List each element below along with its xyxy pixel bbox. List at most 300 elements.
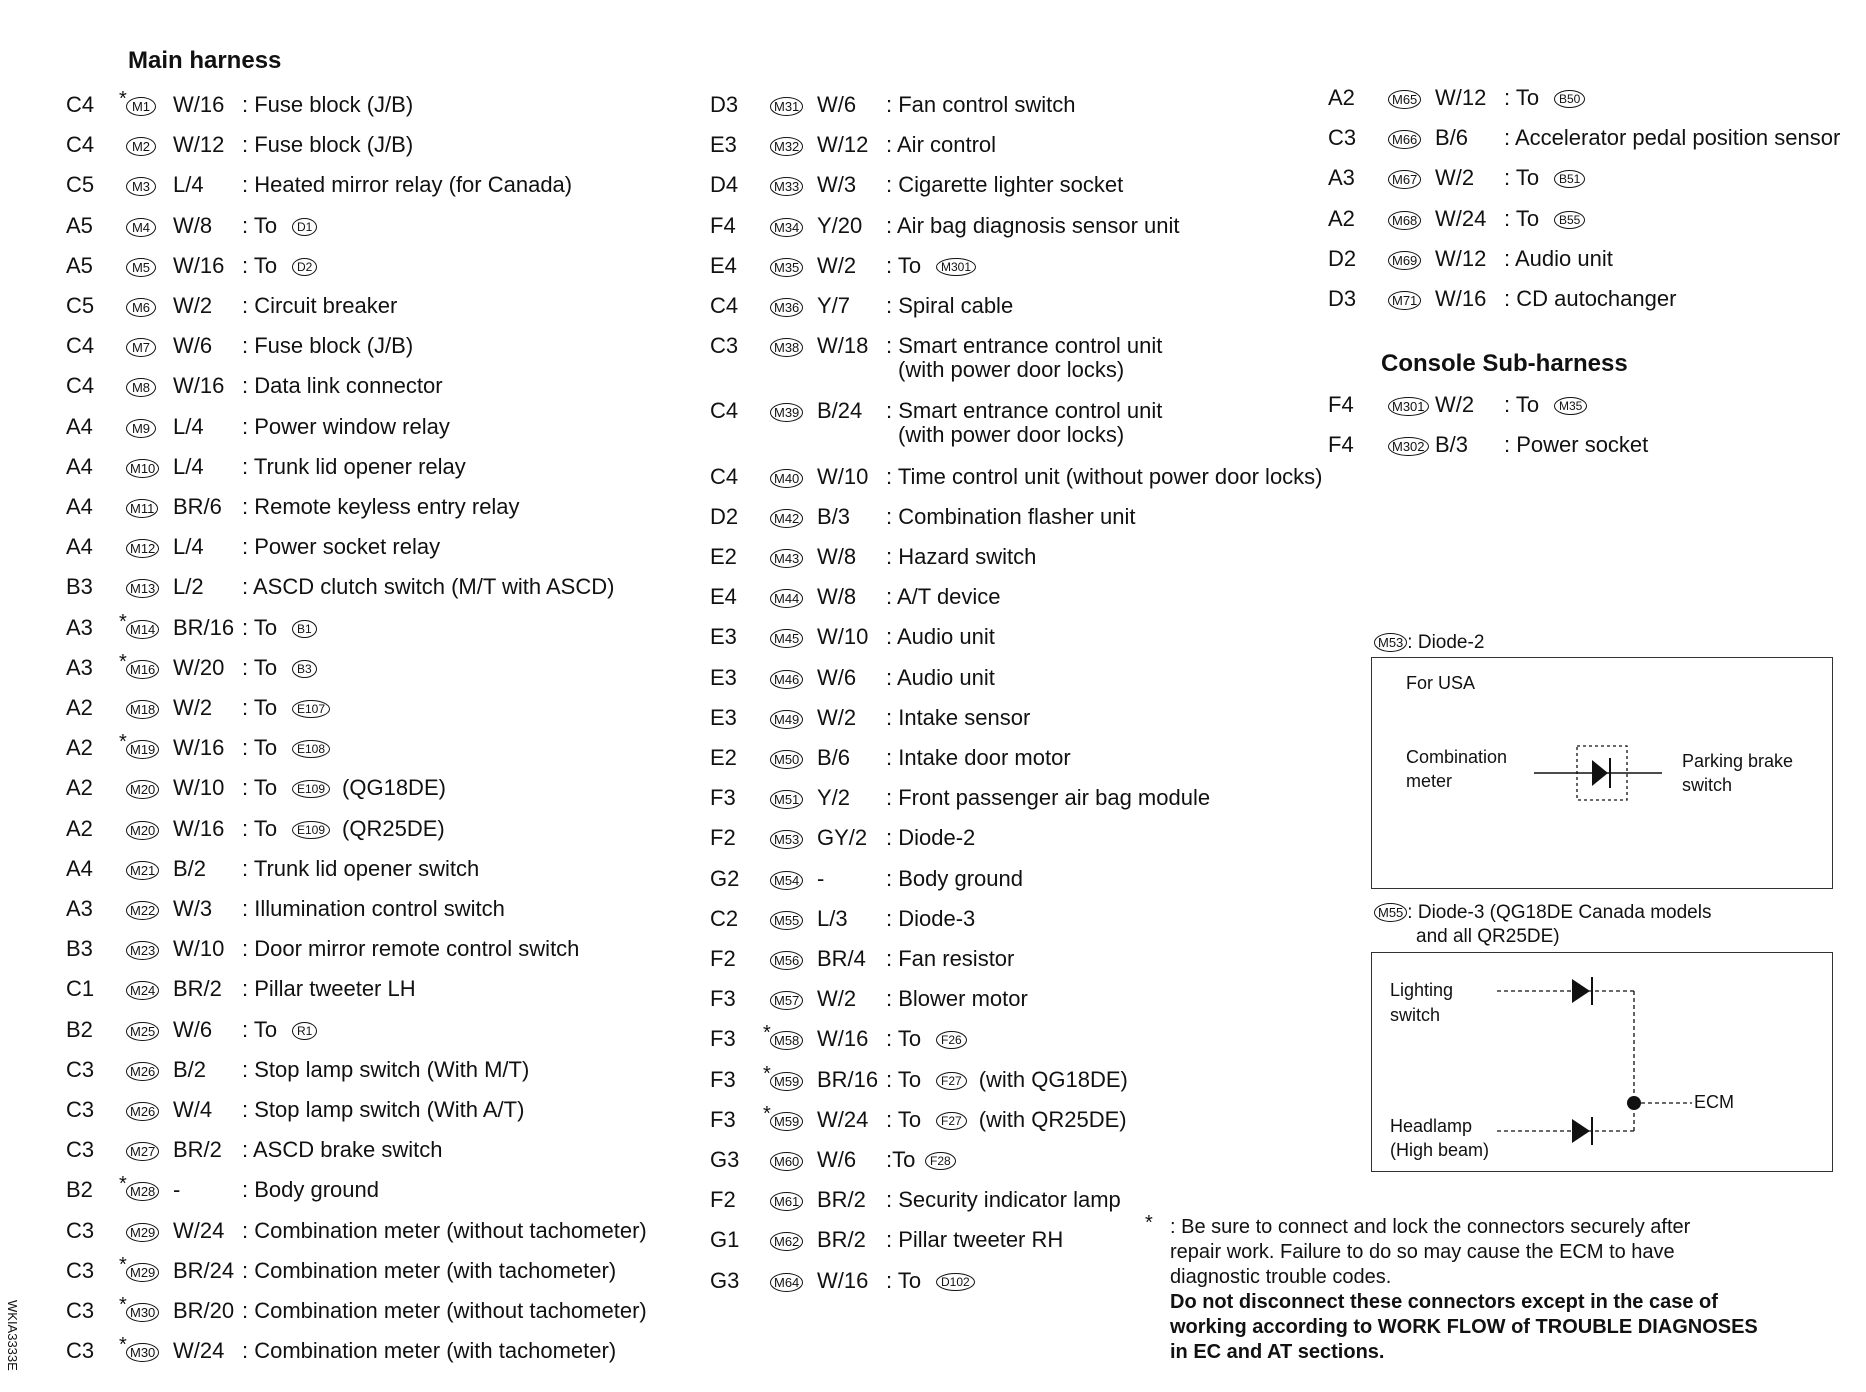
- connector-number-badge: M11: [126, 499, 158, 518]
- grid-location: G3: [710, 1267, 740, 1293]
- grid-location: F3: [710, 1106, 736, 1132]
- mating-connector-badge: R1: [292, 1022, 317, 1040]
- connector-description: : Blower motor: [886, 986, 1028, 1012]
- connector-number-badge: M23: [126, 941, 159, 960]
- connector-description: : Audio unit: [1504, 245, 1613, 271]
- wire-spec: L/4: [173, 172, 204, 198]
- mating-connector-badge: D1: [292, 218, 317, 236]
- connector-number-badge: M62: [770, 1232, 803, 1251]
- grid-location: A5: [66, 212, 93, 238]
- connector-description: : Time control unit (without power door locks): [886, 463, 1323, 489]
- grid-location: F4: [710, 212, 736, 238]
- connector-number-badge: M20: [126, 821, 159, 840]
- connector-number-badge: M44: [770, 589, 803, 608]
- wire-spec: W/4: [173, 1097, 213, 1122]
- grid-location: C4: [66, 92, 95, 117]
- connector-description: : Trunk lid opener switch: [242, 855, 480, 881]
- grid-location: E2: [710, 544, 737, 569]
- grid-location: A4: [66, 453, 93, 479]
- connector-number-badge: M24: [126, 981, 159, 1000]
- wire-spec: W/16: [173, 815, 225, 841]
- wire-spec: W/12: [817, 132, 869, 158]
- connector-number-badge: M13: [126, 579, 159, 598]
- grid-location: C3: [66, 1137, 95, 1163]
- diode2-connector-badge: M53: [1374, 633, 1407, 652]
- connector-description: : Stop lamp switch (With A/T): [242, 1097, 525, 1122]
- important-marker: *: [119, 88, 127, 110]
- wire-spec: W/10: [817, 624, 869, 650]
- wire-spec: L/4: [173, 413, 204, 439]
- connector-number-badge: M21: [126, 861, 159, 880]
- grid-location: C4: [66, 333, 95, 359]
- important-marker: *: [119, 1294, 127, 1316]
- grid-location: G3: [710, 1147, 740, 1172]
- connector-description: : Remote keyless entry relay: [242, 494, 520, 519]
- connector-number-badge: M26: [126, 1102, 159, 1121]
- connector-number-badge: M19: [126, 740, 159, 759]
- connector-number-badge: M2: [126, 137, 156, 156]
- connector-number-badge: M5: [126, 258, 156, 277]
- wire-spec: -: [173, 1177, 181, 1203]
- connector-description: : To: [242, 614, 278, 640]
- grid-location: F4: [1328, 432, 1354, 458]
- grid-location: F2: [710, 825, 736, 851]
- connector-number-badge: M35: [770, 258, 803, 277]
- wire-spec: B/6: [1435, 125, 1469, 151]
- wire-spec: W/20: [173, 654, 225, 680]
- figure-code: WKIA3333E: [5, 1300, 20, 1371]
- connector-description: : Hazard switch: [886, 544, 1037, 569]
- wire-spec: W/24: [1435, 205, 1487, 231]
- connector-number-badge: M30: [126, 1343, 159, 1362]
- connector-description: : Diode-2: [886, 825, 976, 851]
- grid-location: A3: [66, 896, 93, 921]
- connector-description-line-2: (with power door locks): [898, 357, 1125, 383]
- connector-description: : Door mirror remote control switch: [242, 936, 580, 962]
- wire-spec: GY/2: [817, 825, 868, 851]
- connector-description: : Combination meter (without tachometer): [242, 1298, 647, 1323]
- connector-description: : Body ground: [242, 1177, 379, 1203]
- grid-location: E3: [710, 704, 737, 730]
- grid-location: A4: [66, 413, 93, 439]
- connector-number-badge: M59: [770, 1112, 803, 1131]
- grid-location: C3: [66, 1257, 95, 1283]
- grid-location: C4: [66, 373, 95, 399]
- grid-location: F2: [710, 946, 736, 971]
- connector-description: : Power socket relay: [242, 534, 441, 560]
- mating-connector-badge: B55: [1554, 211, 1585, 229]
- grid-location: A2: [66, 815, 93, 841]
- important-marker: *: [763, 1062, 771, 1085]
- wire-spec: -: [817, 865, 825, 891]
- connector-description: : Pillar tweeter LH: [242, 976, 416, 1002]
- note-line-3: diagnostic trouble codes.: [1170, 1266, 1392, 1288]
- diode2-right-2: switch: [1682, 775, 1733, 795]
- grid-location: A2: [66, 695, 93, 720]
- diode3-output: ECM: [1694, 1092, 1734, 1112]
- connector-description: : Combination meter (without tachometer): [242, 1217, 647, 1243]
- important-marker: *: [119, 610, 127, 633]
- connector-number-badge: M65: [1388, 90, 1421, 109]
- mating-connector-badge: E108: [292, 740, 330, 758]
- connector-number-badge: M66: [1388, 130, 1421, 149]
- connector-description: : Heated mirror relay (for Canada): [242, 172, 573, 198]
- connector-description-line-2: (with power door locks): [898, 422, 1125, 448]
- grid-location: E4: [710, 252, 737, 278]
- grid-location: C3: [66, 1298, 95, 1323]
- grid-location: A5: [66, 252, 93, 278]
- diode3-title-1: : Diode-3 (QG18DE Canada models: [1407, 902, 1712, 923]
- mating-connector-badge: E107: [292, 700, 330, 718]
- connector-description: : To: [242, 695, 278, 720]
- grid-location: C3: [66, 1217, 95, 1243]
- diode3-connector-badge: M55: [1374, 903, 1407, 922]
- wire-spec: W/16: [1435, 286, 1487, 311]
- grid-location: D2: [1328, 245, 1357, 271]
- grid-location: F3: [710, 1026, 736, 1052]
- wire-spec: W/6: [817, 92, 857, 117]
- wire-spec: W/2: [817, 252, 857, 278]
- connector-number-badge: M55: [770, 911, 803, 930]
- connector-description: : Audio unit: [886, 624, 995, 650]
- connector-number-badge: M67: [1388, 170, 1421, 189]
- connector-number-badge: M302: [1388, 437, 1429, 456]
- important-marker: *: [119, 650, 127, 673]
- connector-number-badge: M4: [126, 218, 156, 237]
- connector-description: : Audio unit: [886, 664, 995, 690]
- mating-connector-badge: M301: [936, 258, 976, 276]
- wire-spec: L/4: [173, 453, 204, 479]
- wire-spec: B/2: [173, 1056, 207, 1082]
- connector-number-badge: M22: [126, 901, 159, 920]
- connector-description: : Intake sensor: [886, 704, 1031, 730]
- wire-spec: W/16: [817, 1267, 869, 1293]
- connector-number-badge: M31: [770, 97, 803, 116]
- grid-location: A2: [66, 735, 93, 761]
- connector-description: : Smart entrance control unit: [886, 333, 1163, 359]
- grid-location: D4: [710, 172, 739, 198]
- grid-location: C2: [710, 905, 739, 931]
- connector-number-badge: M34: [770, 218, 803, 237]
- wire-spec: W/2: [817, 704, 857, 730]
- grid-location: B3: [66, 574, 93, 600]
- connector-description: : Body ground: [886, 865, 1023, 891]
- connector-number-badge: M20: [126, 780, 159, 799]
- diode2-caption: [1374, 631, 1484, 654]
- connector-number-badge: M39: [770, 403, 803, 422]
- wire-spec: BR/2: [173, 976, 222, 1002]
- connector-description: : To: [1504, 85, 1540, 110]
- connector-number-badge: M61: [770, 1192, 803, 1211]
- grid-location: A2: [66, 775, 93, 801]
- mating-connector-badge: F27: [936, 1112, 967, 1130]
- diode2-right-1: Parking brake: [1682, 751, 1794, 771]
- wire-spec: W/10: [173, 936, 225, 962]
- grid-location: A2: [1328, 85, 1355, 110]
- grid-location: D3: [1328, 286, 1357, 311]
- connector-number-badge: M50: [770, 750, 803, 769]
- connector-description: : Trunk lid opener relay: [242, 453, 466, 479]
- mating-connector-badge: B3: [292, 660, 317, 678]
- wire-spec: BR/2: [817, 1227, 866, 1253]
- connector-description: : Intake door motor: [886, 745, 1071, 770]
- grid-location: G2: [710, 865, 740, 891]
- grid-location: E2: [710, 745, 737, 770]
- connector-description: : To: [886, 1106, 922, 1132]
- grid-location: G1: [710, 1227, 740, 1253]
- connector-description: : Diode-3: [886, 905, 976, 931]
- connector-description: : Fuse block (J/B): [242, 132, 414, 158]
- wire-spec: B/24: [817, 398, 863, 424]
- connector-description: : To: [886, 1026, 922, 1052]
- connector-description: : CD autochanger: [1504, 286, 1677, 311]
- connector-number-badge: M28: [126, 1182, 159, 1201]
- connector-number-badge: M32: [770, 137, 803, 156]
- connector-description: :To: [886, 1147, 916, 1172]
- grid-location: C3: [66, 1056, 95, 1082]
- wire-spec: W/24: [173, 1217, 225, 1243]
- connector-number-badge: M57: [770, 991, 803, 1010]
- connector-number-badge: M27: [126, 1142, 159, 1161]
- connector-number-badge: M26: [126, 1062, 159, 1081]
- wire-spec: W/8: [817, 544, 857, 569]
- connector-description: : To: [886, 1066, 922, 1092]
- wire-spec: W/16: [173, 735, 225, 761]
- wire-spec: Y/2: [817, 785, 851, 811]
- diode3-input2-b: (High beam): [1390, 1140, 1490, 1160]
- wire-spec: L/3: [817, 905, 848, 931]
- diode2-symbol: [1372, 658, 1832, 888]
- grid-location: B2: [66, 1016, 93, 1042]
- important-marker: *: [119, 1253, 127, 1276]
- wire-spec: W/12: [1435, 85, 1487, 110]
- mating-connector-badge: F28: [925, 1152, 956, 1170]
- wire-spec: B/6: [817, 745, 851, 770]
- wire-spec: BR/4: [817, 946, 866, 971]
- grid-location: C4: [710, 463, 739, 489]
- wire-spec: W/6: [817, 664, 857, 690]
- connector-description: : Fan control switch: [886, 92, 1076, 117]
- connector-number-badge: M33: [770, 177, 803, 196]
- important-marker: *: [763, 1022, 771, 1045]
- diode2-region: For USA: [1406, 673, 1476, 693]
- connector-description: : ASCD clutch switch (M/T with ASCD): [242, 574, 615, 600]
- connector-number-badge: M16: [126, 660, 159, 679]
- connector-number-badge: M3: [126, 177, 156, 196]
- important-marker: *: [763, 1102, 771, 1125]
- connector-number-badge: M53: [770, 830, 803, 849]
- wire-spec: BR/24: [173, 1257, 235, 1283]
- connector-number-badge: M58: [770, 1031, 803, 1050]
- wire-spec: L/2: [173, 574, 204, 600]
- connector-number-badge: M30: [126, 1303, 159, 1322]
- note-line-1: : Be sure to connect and lock the connectors securely after: [1170, 1216, 1691, 1238]
- mating-connector-badge: B51: [1554, 170, 1585, 188]
- wire-spec: W/16: [173, 373, 225, 399]
- diode3-caption: [1374, 901, 1711, 924]
- connector-number-badge: M43: [770, 549, 803, 568]
- connector-description: : Cigarette lighter socket: [886, 172, 1124, 198]
- mating-connector-badge: E109: [292, 780, 330, 798]
- mating-connector-badge: E109: [292, 821, 330, 839]
- diode2-left-2: meter: [1406, 771, 1453, 791]
- grid-location: E3: [710, 624, 737, 650]
- wire-spec: W/16: [173, 252, 225, 278]
- grid-location: F4: [1328, 392, 1354, 417]
- connector-description: : To: [1504, 165, 1540, 191]
- wire-spec: W/8: [817, 584, 857, 610]
- wire-spec: W/3: [173, 896, 213, 921]
- connector-number-badge: M59: [770, 1072, 803, 1091]
- variant-suffix: (with QR25DE): [978, 1106, 1127, 1132]
- connector-number-badge: M49: [770, 710, 803, 729]
- grid-location: C4: [710, 398, 739, 424]
- grid-location: A4: [66, 855, 93, 881]
- grid-location: C4: [710, 293, 739, 318]
- connector-number-badge: M6: [126, 298, 156, 317]
- wire-spec: W/16: [173, 92, 225, 117]
- wire-spec: W/2: [173, 695, 213, 720]
- wire-spec: Y/20: [817, 212, 863, 238]
- connector-number-badge: M71: [1388, 291, 1421, 310]
- grid-location: C3: [1328, 125, 1357, 151]
- connector-number-badge: M25: [126, 1022, 159, 1041]
- variant-suffix: (QG18DE): [342, 775, 446, 801]
- wire-spec: W/6: [173, 333, 213, 359]
- connector-description: : Fuse block (J/B): [242, 333, 414, 359]
- connector-description: : To: [242, 735, 278, 761]
- grid-location: F3: [710, 1066, 736, 1092]
- connector-number-badge: M9: [126, 419, 156, 438]
- note-bold-1: Do not disconnect these connectors except in the case of: [1170, 1291, 1718, 1313]
- grid-location: A3: [1328, 165, 1355, 191]
- wire-spec: W/12: [1435, 245, 1487, 271]
- connector-description: : Combination flasher unit: [886, 503, 1136, 529]
- wire-spec: BR/2: [173, 1137, 222, 1163]
- grid-location: C5: [66, 172, 95, 198]
- important-marker: *: [119, 1334, 127, 1357]
- wire-spec: W/2: [1435, 392, 1475, 417]
- diode3-input1-b: switch: [1390, 1005, 1441, 1025]
- wire-spec: B/3: [1435, 432, 1469, 458]
- grid-location: A2: [1328, 205, 1355, 231]
- wire-spec: BR/16: [817, 1066, 879, 1092]
- connector-description: : Pillar tweeter RH: [886, 1227, 1064, 1253]
- connector-number-badge: M51: [770, 790, 803, 809]
- mating-connector-badge: F27: [936, 1072, 967, 1090]
- note-star: *: [1145, 1212, 1153, 1234]
- connector-description: : Security indicator lamp: [886, 1187, 1121, 1213]
- note-bold-3: in EC and AT sections.: [1170, 1341, 1385, 1363]
- connector-number-badge: M60: [770, 1152, 803, 1171]
- variant-suffix: (QR25DE): [342, 815, 445, 841]
- grid-location: A3: [66, 614, 93, 640]
- wire-spec: Y/7: [817, 293, 851, 318]
- connector-description: : To: [1504, 392, 1540, 417]
- connector-number-badge: M18: [126, 700, 159, 719]
- wire-spec: W/24: [817, 1106, 869, 1132]
- wire-spec: W/16: [817, 1026, 869, 1052]
- grid-location: F3: [710, 785, 736, 811]
- connector-description: : Smart entrance control unit: [886, 398, 1163, 424]
- connector-description: : Air control: [886, 132, 997, 158]
- note-bold-2: working according to WORK FLOW of TROUBLE DIAGNOSES: [1170, 1316, 1758, 1338]
- caution-note: [1145, 1212, 1865, 1365]
- connector-description: : Fan resistor: [886, 946, 1015, 971]
- wire-spec: W/18: [817, 333, 869, 359]
- connector-description: : To: [886, 252, 922, 278]
- main-harness-heading: Main harness: [128, 47, 282, 74]
- grid-location: F2: [710, 1187, 736, 1213]
- mating-connector-badge: B50: [1554, 90, 1585, 108]
- grid-location: F3: [710, 986, 736, 1012]
- mating-connector-badge: M35: [1554, 397, 1587, 415]
- wire-spec: W/3: [817, 172, 857, 198]
- mating-connector-badge: F26: [936, 1031, 967, 1049]
- diode3-symbol: [1372, 953, 1832, 1171]
- connector-description: : Power window relay: [242, 413, 450, 439]
- connector-description: : Combination meter (with tachometer): [242, 1338, 617, 1364]
- wire-spec: W/10: [173, 775, 225, 801]
- connector-number-badge: M1: [126, 97, 156, 116]
- connector-number-badge: M56: [770, 951, 803, 970]
- connector-description: : To: [242, 212, 278, 238]
- wire-spec: BR/2: [817, 1187, 866, 1213]
- connector-description: : Illumination control switch: [242, 896, 505, 921]
- connector-description: : To: [1504, 205, 1540, 231]
- wire-spec: W/2: [173, 293, 213, 318]
- wire-spec: B/2: [173, 855, 207, 881]
- connector-number-badge: M46: [770, 670, 803, 689]
- note-line-2: repair work. Failure to do so may cause the ECM to have: [1170, 1241, 1675, 1263]
- grid-location: C3: [66, 1097, 95, 1122]
- wire-spec: L/4: [173, 534, 204, 560]
- connector-description: : To: [886, 1267, 922, 1293]
- diode2-diagram: [1371, 657, 1833, 889]
- grid-location: A4: [66, 534, 93, 560]
- grid-location: E3: [710, 664, 737, 690]
- grid-location: C3: [710, 333, 739, 359]
- wire-spec: W/2: [817, 986, 857, 1012]
- connector-number-badge: M7: [126, 338, 156, 357]
- diode3-title-2: and all QR25DE): [1416, 926, 1560, 947]
- wire-spec: BR/16: [173, 614, 235, 640]
- connector-number-badge: M29: [126, 1263, 159, 1282]
- grid-location: A4: [66, 494, 93, 519]
- connector-number-badge: M36: [770, 298, 803, 317]
- important-marker: *: [119, 731, 127, 754]
- wire-spec: W/24: [173, 1338, 225, 1364]
- diode3-input1-a: Lighting: [1390, 980, 1454, 1000]
- grid-location: C1: [66, 976, 95, 1002]
- connector-number-badge: M301: [1388, 397, 1429, 416]
- important-marker: *: [119, 1173, 127, 1196]
- connector-description: : Circuit breaker: [242, 293, 398, 318]
- connector-number-badge: M12: [126, 539, 159, 558]
- connector-description: : To: [242, 775, 278, 801]
- connector-description: : Fuse block (J/B): [242, 92, 414, 117]
- connector-number-badge: M45: [770, 629, 803, 648]
- wire-spec: B/3: [817, 503, 851, 529]
- wire-spec: W/8: [173, 212, 213, 238]
- connector-number-badge: M68: [1388, 211, 1421, 230]
- connector-description: : Data link connector: [242, 373, 443, 399]
- connector-number-badge: M69: [1388, 251, 1421, 270]
- connector-number-badge: M64: [770, 1273, 803, 1292]
- connector-number-badge: M38: [770, 338, 803, 357]
- connector-description: : Spiral cable: [886, 293, 1014, 318]
- wire-spec: W/6: [817, 1147, 857, 1172]
